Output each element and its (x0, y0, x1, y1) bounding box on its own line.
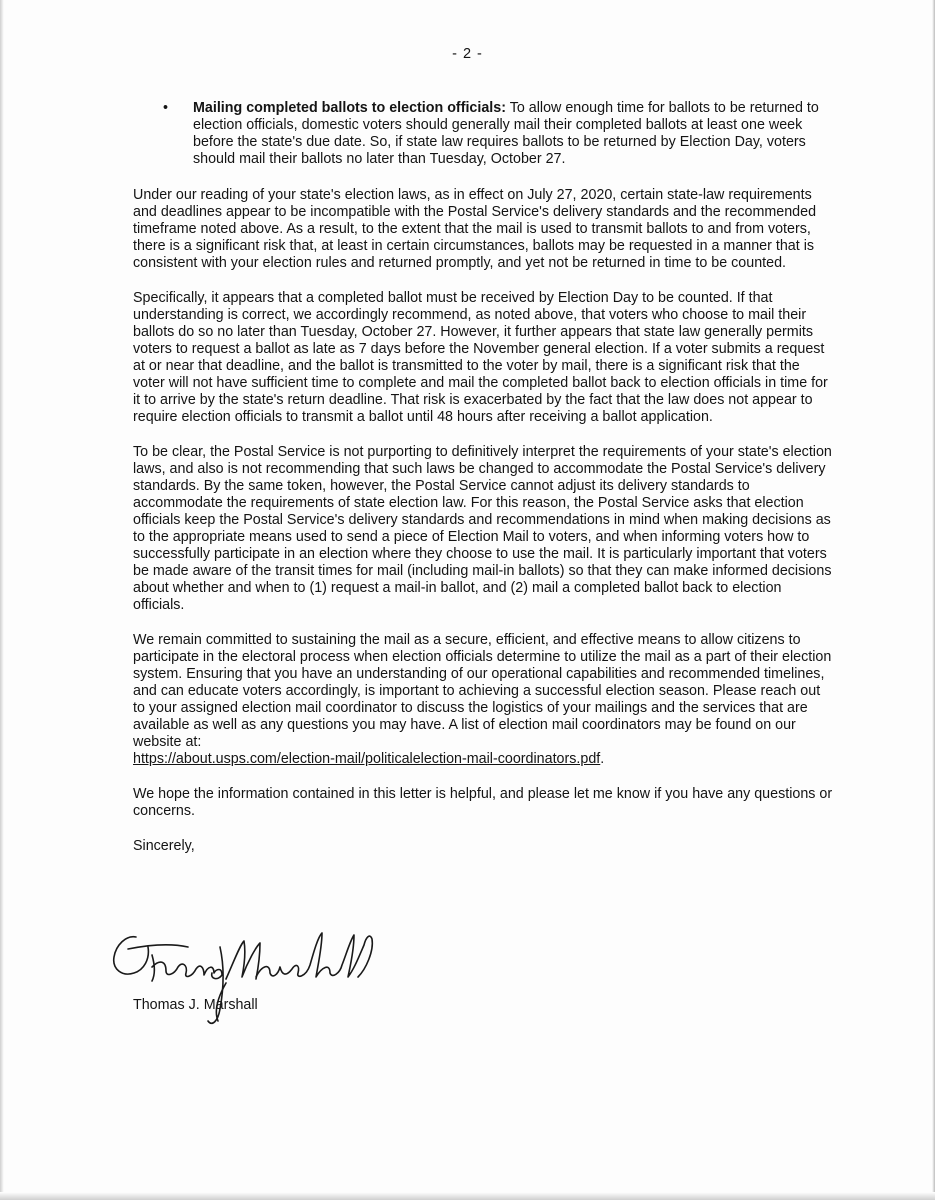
letter-body (133, 100, 833, 855)
signature-stroke-homas (152, 955, 222, 981)
scan-edge-left (0, 0, 4, 1200)
bullet-title: Mailing completed ballots to election officials: (193, 100, 506, 116)
paragraph-specifically: Specifically, it appears that a completed ballot must be received by Election Day to be counted. If that understanding is correct, we accordingly recommend, as noted above, that voters who choose to mail their ballots do so no later than Tuesday, October 27. However, it further appears that state law generally permits voters to request a ballot as late as 7 days before the November general election. If a voter submits a request at or near that deadline, and the ballot is transmitted to the voter by mail, there is a significant risk that the voter will not have sufficient time to complete and mail the completed ballot back to election officials in time for it to arrive by the state's return deadline. That risk is exacerbated by the fact that the law does not appear to require election officials to transmit a ballot until 48 hours after receiving a ballot application. (133, 290, 828, 425)
paragraph-hope: We hope the information contained in this letter is helpful, and please let me know if you have any questions or concerns. (133, 786, 833, 819)
signer-name: Thomas J. Marshall (133, 997, 258, 1013)
coordinators-link[interactable]: https://about.usps.com/election-mail/politicalelection-mail-coordinators.pdf (133, 751, 601, 767)
page-number: - 2 - (452, 46, 483, 62)
bullet-item (133, 100, 833, 168)
bullet-text: To allow enough time for ballots to be returned to election officials, domestic voters should generally mail their completed ballots at least one week before the state's due date. So, if state law requires ballots to be returned by Election Day, voters should mail their ballots no later than Tuesday, October 27. (193, 100, 819, 167)
paragraph-commitment (133, 632, 833, 768)
paragraph-to-be-clear: To be clear, the Postal Service is not purporting to definitively interpret the requirements of your state's election laws, and also is not recommending that such laws be changed to accommodate the Postal Service's delivery standards. By the same token, however, the Postal Service cannot adjust its delivery standards to accommodate the requirements of state election law. For this reason, the Postal Service asks that election officials keep the Postal Service's delivery standards and recommendations in mind when making decisions as to the appropriate means used to send a piece of Election Mail to voters, and when informing voters how to successfully participate in an election where they choose to use the mail. It is particularly important that voters be made aware of the transit times for mail (including mail-in ballots) so that they can make informed decisions about whether and when to (1) request a mail-in ballot, and (2) mail a completed ballot back to election officials. (133, 444, 832, 613)
scan-edge-bottom (0, 1192, 935, 1200)
signature (108, 925, 398, 1045)
bullet-marker: • (163, 100, 169, 116)
closing: Sincerely, (133, 838, 195, 854)
commitment-text: We remain committed to sustaining the mail as a secure, efficient, and effective means to allow citizens to participate in the electoral process when election officials determine to utilize the mail as a part of their election system. Ensuring that you have an understanding of our operational capabilities and recommended timelines, and can educate voters accordingly, is important to achieving a successful election season. Please reach out to your assigned election mail coordinator to discuss the logistics of your mailings and the services that are available as well as any questions you may have. A list of election mail coordinators may be found on our website at: (133, 632, 832, 750)
paragraph-state-law: Under our reading of your state's election laws, as in effect on July 27, 2020, certain state-law requirements and deadlines appear to be incompatible with the Postal Service's delivery standards and the recommended timeframe noted above. As a result, to the extent that the mail is used to transmit ballots to and from voters, there is a significant risk that, at least in certain circumstances, ballots may be requested in a manner that is consistent with your election rules and returned promptly, and yet not be returned in time to be counted. (133, 187, 817, 271)
signature-stroke-m (226, 941, 260, 979)
link-suffix: . (600, 751, 605, 767)
signature-stroke-arshall (256, 933, 372, 977)
